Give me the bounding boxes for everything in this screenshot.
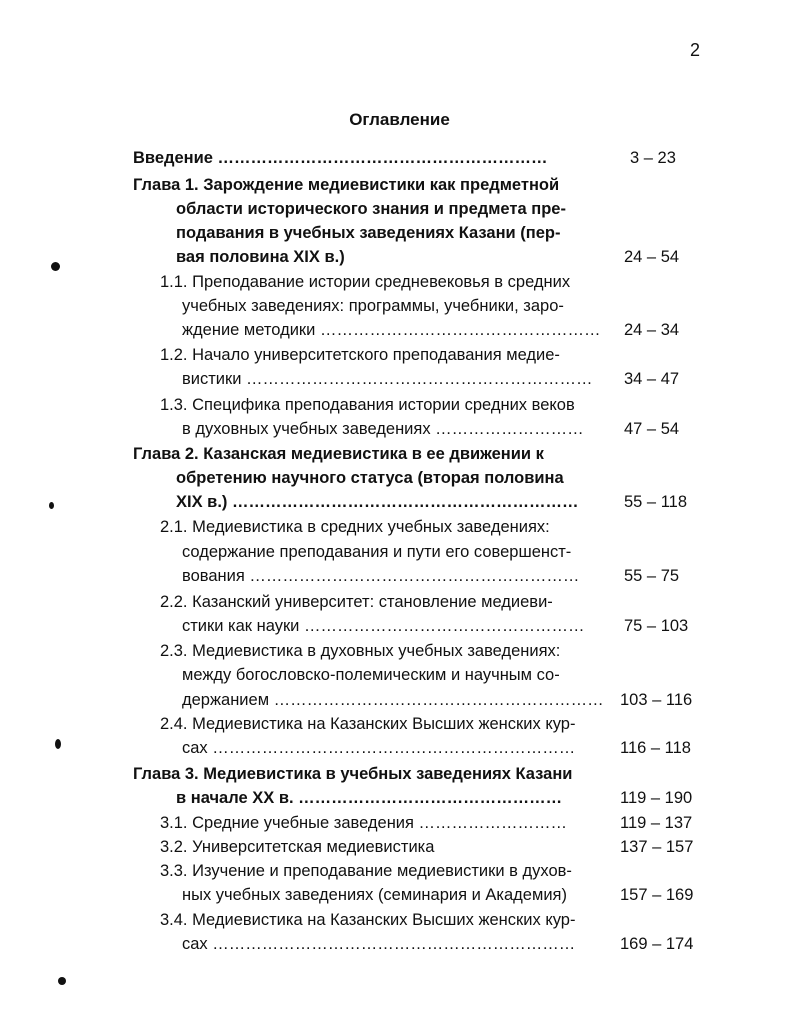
toc-section-3-1: 3.1. Средние учебные заведения ……………………… — [160, 814, 568, 832]
toc-page-2-4: 116 – 118 — [620, 739, 691, 757]
toc-page-1-2: 34 – 47 — [624, 370, 680, 388]
toc-section-2-3-line-1: 2.3. Медиевистика в духовных учебных заведениях: — [160, 642, 561, 660]
toc-chapter-2-line-3: XIX в.) ……………………………………………………… — [176, 493, 579, 511]
toc-chapter-1-line-1: Глава 1. Зарождение медиевистики как предметной — [133, 176, 560, 194]
toc-page-chapter-2: 55 – 118 — [624, 493, 688, 511]
toc-section-1-3-line-2: в духовных учебных заведениях ……………………… — [182, 420, 584, 438]
toc-page-3-4: 169 – 174 — [620, 935, 694, 953]
toc-section-2-1-line-3: вования …………………………………………………… — [182, 567, 580, 585]
toc-section-3-3-line-2: ных учебных заведениях (семинария и Академия) — [182, 886, 567, 904]
toc-section-2-4-line-1: 2.4. Медиевистика на Казанских Высших женских кур- — [160, 715, 576, 733]
toc-chapter-3-line-2: в начале XX в. ………………………………………… — [176, 789, 563, 807]
toc-section-2-2-line-2: стики как науки …………………………………………… — [182, 617, 585, 635]
toc-chapter-1-line-2: области исторического знания и предмета пре- — [176, 200, 566, 218]
toc-chapter-2-line-2: обретению научного статуса (вторая половина — [176, 469, 564, 487]
toc-section-1-3-line-1: 1.3. Специфика преподавания истории средних веков — [160, 396, 575, 414]
toc-page-2-3: 103 – 116 — [620, 691, 693, 709]
toc-entry-intro: Введение …………………………………………………… — [133, 149, 548, 167]
toc-section-3-4-line-2: сах ………………………………………………………… — [182, 935, 576, 953]
toc-section-2-2-line-1: 2.2. Казанский университет: становление медиеви- — [160, 593, 553, 611]
toc-title: Оглавление — [349, 110, 450, 129]
page-number: 2 — [690, 40, 701, 60]
toc-page-2-1: 55 – 75 — [624, 567, 680, 585]
scan-speck — [49, 502, 54, 509]
toc-chapter-3-line-1: Глава 3. Медиевистика в учебных заведениях Казани — [133, 765, 573, 783]
toc-page-3-2: 137 – 157 — [620, 838, 694, 856]
toc-section-3-4-line-1: 3.4. Медиевистика на Казанских Высших женских кур- — [160, 911, 576, 929]
toc-page-chapter-1: 24 – 54 — [624, 248, 680, 266]
scan-speck — [51, 262, 60, 271]
toc-page-2-2: 75 – 103 — [624, 617, 689, 635]
toc-section-2-3-line-3: держанием …………………………………………………… — [182, 691, 604, 709]
toc-chapter-1-line-4: вая половина XIX в.) — [176, 248, 345, 266]
scan-speck — [58, 977, 66, 985]
toc-section-1-1-line-3: ждение методики …………………………………………… — [182, 321, 601, 339]
toc-page-1-3: 47 – 54 — [624, 420, 680, 438]
toc-chapter-2-line-1: Глава 2. Казанская медиевистика в ее движении к — [133, 445, 544, 463]
toc-section-2-1-line-2: содержание преподавания и пути его совершенст- — [182, 543, 572, 561]
toc-section-2-1-line-1: 2.1. Медиевистика в средних учебных заведениях: — [160, 518, 550, 536]
toc-section-2-3-line-2: между богословско-полемическим и научным со- — [182, 666, 560, 684]
toc-page-chapter-3: 119 – 190 — [620, 789, 693, 807]
toc-page-1-1: 24 – 34 — [624, 321, 680, 339]
scan-speck — [55, 739, 61, 749]
toc-page-3-1: 119 – 137 — [620, 814, 693, 832]
toc-page-intro: 3 – 23 — [630, 149, 676, 167]
toc-section-3-3-line-1: 3.3. Изучение и преподавание медиевистики в духов- — [160, 862, 572, 880]
toc-section-1-2-line-2: вистики ……………………………………………………… — [182, 370, 593, 388]
toc-chapter-1-line-3: подавания в учебных заведениях Казани (пер- — [176, 224, 561, 242]
toc-section-2-4-line-2: сах ………………………………………………………… — [182, 739, 576, 757]
toc-section-3-2: 3.2. Университетская медиевистика — [160, 838, 435, 856]
toc-section-1-1-line-2: учебных заведениях: программы, учебники, заро- — [182, 297, 564, 315]
toc-page-3-3: 157 – 169 — [620, 886, 694, 904]
toc-section-1-2-line-1: 1.2. Начало университетского преподавания медие- — [160, 346, 560, 364]
toc-section-1-1-line-1: 1.1. Преподавание истории средневековья в средних — [160, 273, 571, 291]
